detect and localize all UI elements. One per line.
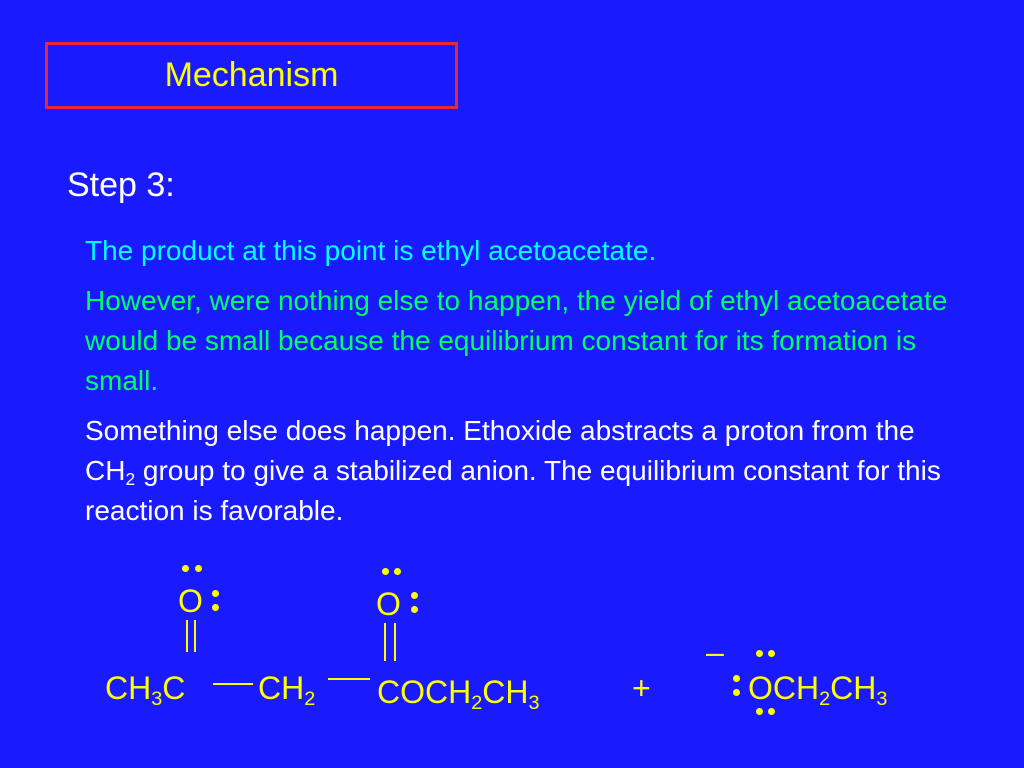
ethoxide-subscript-2: 3 <box>876 687 888 710</box>
negative-charge: – <box>706 634 724 670</box>
ethoxide-subscript-1: 2 <box>819 687 831 710</box>
ethoxide-a: OCH <box>748 670 820 706</box>
ch2-subscript: 2 <box>304 687 316 710</box>
single-bond-line <box>328 678 370 680</box>
slide-title: Mechanism <box>164 56 339 94</box>
lone-pair-dot <box>212 590 219 597</box>
ethoxide-b: CH <box>830 670 877 706</box>
paragraph-product: The product at this point is ethyl acetoacetate. <box>85 235 657 266</box>
title-box <box>45 42 458 109</box>
lone-pair-dot <box>394 568 401 575</box>
ch3c-b: C <box>162 670 186 706</box>
ester-subscript-2: 3 <box>528 691 540 714</box>
ch3c-group <box>105 670 186 710</box>
paragraph-ethoxide-subscript: 2 <box>125 469 136 490</box>
ester-oxygen: O <box>376 586 401 622</box>
ketone-oxygen: O <box>178 583 203 619</box>
lone-pair-dot <box>382 568 389 575</box>
lone-pair-dot <box>768 708 775 715</box>
ester-group <box>377 674 540 714</box>
lone-pair-dot <box>195 565 202 572</box>
paragraph-ethoxide-part1: Something else does happen. Ethoxide abstracts a proton from the CH <box>85 415 915 486</box>
ester-b: CH <box>482 674 529 710</box>
paragraph-yield: However, were nothing else to happen, the yield of ethyl acetoacetate would be small because the equilibrium constant for its formation is small. <box>85 285 948 396</box>
ch3c-subscript: 3 <box>151 687 163 710</box>
lone-pair-dot <box>411 592 418 599</box>
double-bond-line <box>394 623 396 661</box>
lone-pair-dot <box>733 689 740 696</box>
lone-pair-dot <box>768 650 775 657</box>
step-label: Step 3: <box>67 166 175 204</box>
lone-pair-dot <box>756 708 763 715</box>
ester-a: COCH <box>377 674 472 710</box>
double-bond-line <box>384 623 386 661</box>
ch2-a: CH <box>258 670 305 706</box>
plus-sign: + <box>632 670 651 706</box>
ch2-group <box>258 670 316 710</box>
single-bond-line <box>213 683 253 685</box>
ethoxide-group <box>748 670 888 710</box>
lone-pair-dot <box>212 604 219 611</box>
lone-pair-dot <box>411 606 418 613</box>
double-bond-line <box>194 620 196 652</box>
lone-pair-dot <box>733 675 740 682</box>
paragraph-ethoxide <box>85 411 945 531</box>
lone-pair-dot <box>182 565 189 572</box>
paragraph-ethoxide-part2: group to give a stabilized anion. The equilibrium constant for this reaction is favorable. <box>85 455 941 526</box>
lone-pair-dot <box>756 650 763 657</box>
double-bond-line <box>186 620 188 652</box>
ch3c-a: CH <box>105 670 152 706</box>
ester-subscript-1: 2 <box>471 691 483 714</box>
